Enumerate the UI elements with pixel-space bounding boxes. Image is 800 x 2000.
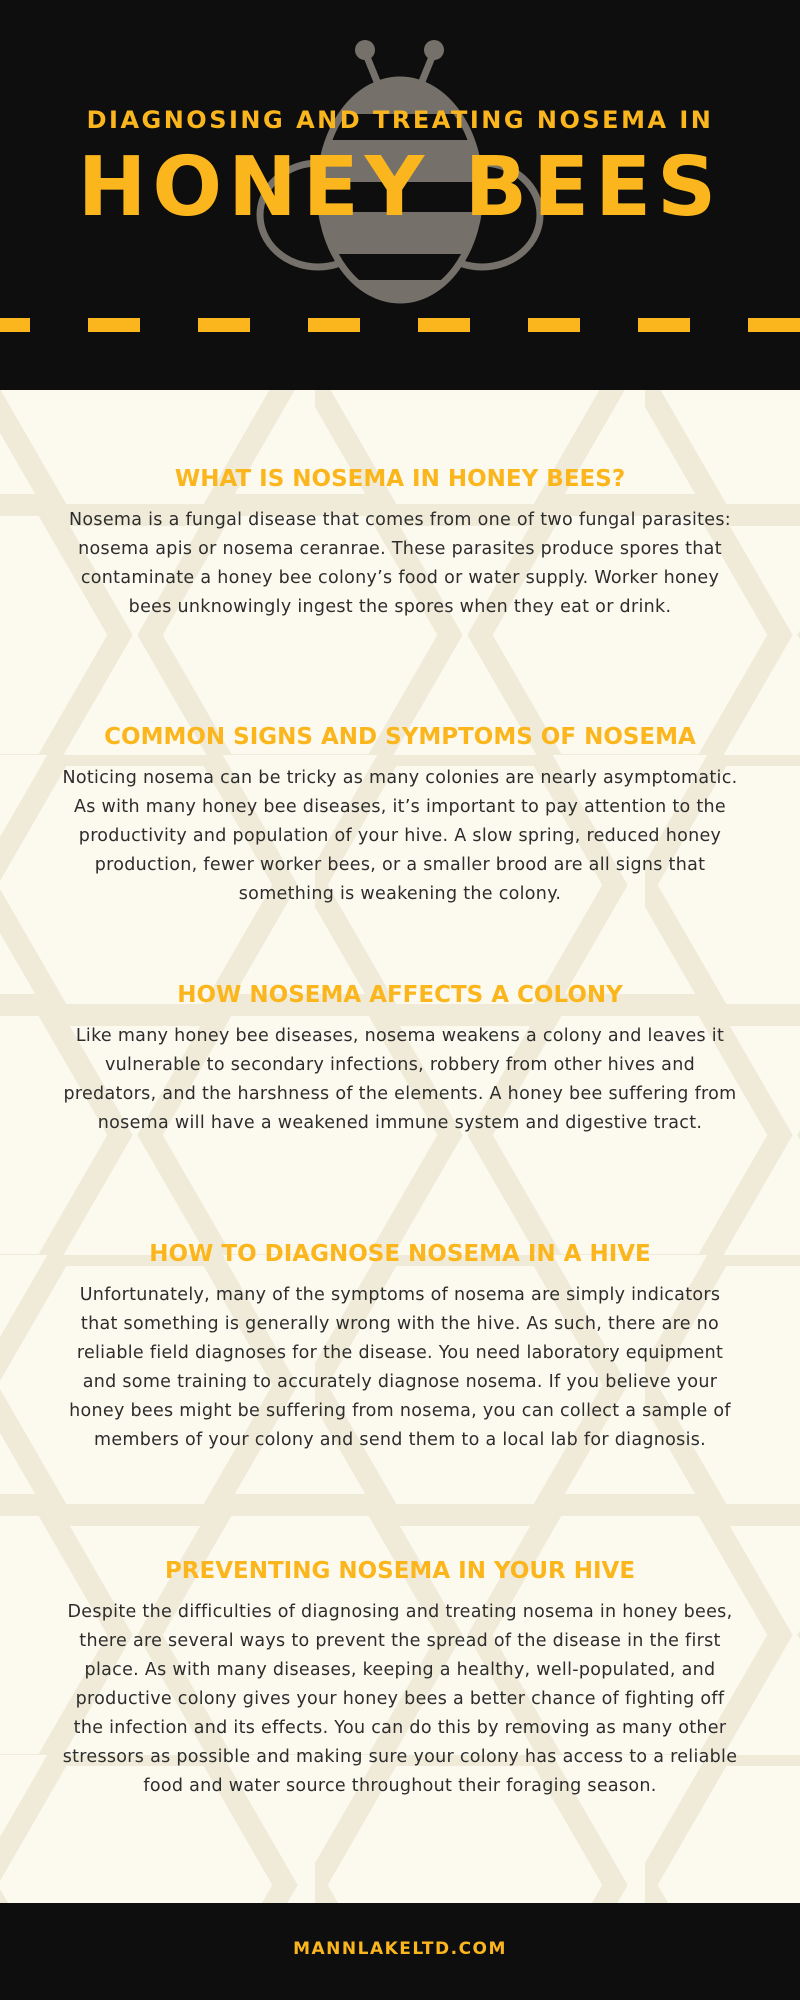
dashed-divider <box>0 318 800 332</box>
section-preventing <box>60 1556 740 1801</box>
page-subtitle: DIAGNOSING AND TREATING NOSEMA IN <box>86 106 714 134</box>
section-body: Like many honey bee diseases, nosema weakens a colony and leaves it vulnerable to secondary infections, robbery from other hives and predators, and the harshness of the elements. A honey bee suffering from nosema will have a weakened immune system and digestive tract. <box>63 1026 737 1133</box>
section-signs-symptoms <box>60 722 740 909</box>
page-title: HONEY BEES <box>77 140 723 235</box>
section-what-is-nosema <box>60 464 740 622</box>
section-body: Noticing nosema can be tricky as many colonies are nearly asymptomatic. As with many honey bee diseases, it’s important to pay attention to the productivity and population of your hive. A slow spring, reduced honey production, fewer worker bees, or a smaller brood are all signs that something is weakening the colony. <box>62 768 738 904</box>
footer-website-link[interactable]: MANNLAKELTD.COM <box>293 1939 507 1959</box>
section-heading: WHAT IS NOSEMA IN HONEY BEES? <box>174 466 626 492</box>
section-body: Despite the difficulties of diagnosing and treating nosema in honey bees, there are several ways to prevent the spread of the disease in the first place. As with many diseases, keeping a healthy, well-populated, and productive colony gives your honey bees a better chance of fighting off the infection and its effects. You can do this by removing as many other stressors as possible and making sure your colony has access to a reliable food and water source throughout their foraging season. <box>62 1602 738 1796</box>
section-body: Nosema is a fungal disease that comes from one of two fungal parasites: nosema apis or nosema ceranrae. These parasites produce spores that contaminate a honey bee colony’s food or water supply. Worker honey bees unknowingly ingest the spores when they eat or drink. <box>69 510 731 617</box>
header-banner <box>0 0 800 390</box>
section-diagnose <box>60 1239 740 1455</box>
footer <box>0 1903 800 2000</box>
content-area <box>0 390 800 1903</box>
section-heading: COMMON SIGNS AND SYMPTOMS OF NOSEMA <box>104 724 696 750</box>
section-heading: HOW TO DIAGNOSE NOSEMA IN A HIVE <box>149 1241 651 1267</box>
section-body: Unfortunately, many of the symptoms of nosema are simply indicators that something is generally wrong with the hive. As such, there are no reliable field diagnoses for the disease. You need laboratory equipment and some training to accurately diagnose nosema. If you believe your honey bees might be suffering from nosema, you can collect a sample of members of your colony and send them to a local lab for diagnosis. <box>69 1285 731 1450</box>
section-affects-colony <box>60 980 740 1138</box>
section-heading: HOW NOSEMA AFFECTS A COLONY <box>177 982 623 1008</box>
section-heading: PREVENTING NOSEMA IN YOUR HIVE <box>164 1558 636 1584</box>
